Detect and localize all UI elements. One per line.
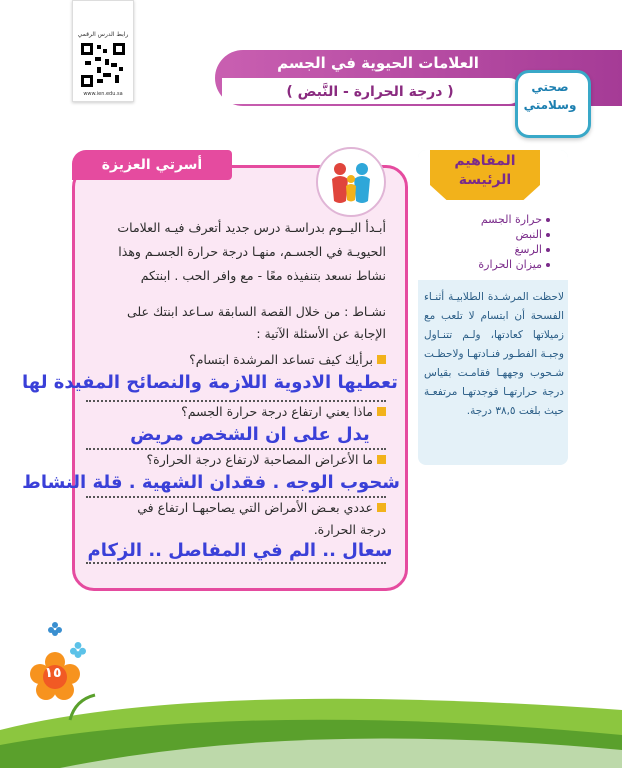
key-concept-item: الرسغ [440,243,550,257]
qr-code-card[interactable] [72,0,134,102]
question-2: ماذا يعني ارتفاع درجة حرارة الجسم؟ [181,402,386,422]
activity-line-2: الإجابة عن الأسئلة الآتية : [256,326,386,341]
question-4-cont: درجة الحرارة. [313,522,386,537]
answer-4-handwritten[interactable]: سعال .. الم في المفاصل .. الزكام [87,540,393,561]
bullet-square-icon [377,503,386,512]
question-3: ما الأعراض المصاحبة لارتفاع درجة الحرارة؟ [147,450,386,470]
unit-badge-line2: وسلامتي [523,98,577,112]
activity-line-1: نشـاط : من خلال القصة السابقة سـاعد ابنتك على [126,304,386,319]
intro-line-1: أبـدأ اليــوم بدراسـة درس جديد أتعرف فيـه العلامات [117,220,386,235]
qr-url: www.ien.edu.sa [83,91,123,97]
story-text: لاحظت المرشـدة الطلابيـة أثنـاء الفسحة أن ابتسام لا تلعب مع زميلاتها كعادتها، ولـم تتنـاول وجبـة الفطـور فنـادتهـا ولاحظـت شـحوب وجههـا فقامـت بقياس درجة حرارتهـا فوجدتهـا مرتفعـة حيث بلغت ٣٨,٥ درجة. [424,291,564,417]
bullet-square-icon [377,407,386,416]
key-concept-item: ميزان الحرارة [440,258,550,272]
unit-badge-line1: صحتي [531,80,569,94]
question-1: برأيك كيف تساعد المرشدة ابتسام؟ [189,350,386,370]
page-number: ١٥ [44,665,62,681]
small-flower-icon [48,622,62,636]
qr-code-icon [81,43,125,87]
intro-line-2: الحيويـة في الجسـم، منهـا درجة حرارة الجسـم وهذا [118,244,386,259]
intro-line-3: نشاط نسعد بتنفيذه معًا - مع وافر الحب . ابنتكم [140,268,386,283]
answer-2-handwritten[interactable]: يدل على ان الشخص مريض [130,424,370,445]
family-icon [316,147,386,217]
ground-decoration [0,680,622,768]
key-concept-item: حرارة الجسم [440,213,550,227]
answer-line [86,562,386,564]
key-concepts-title-2: الرئيسة [458,172,512,188]
answer-1-handwritten[interactable]: تعطيها الادوية اللازمة والنصائح المفيدة لها [22,372,398,393]
lesson-subtitle: ( درجة الحرارة - النَّبض ) [286,84,454,100]
answer-3-handwritten[interactable]: شحوب الوجه . فقدان الشهية . قلة النشاط [22,472,400,493]
question-4: عددي بعـض الأمراض التي يصاحبهـا ارتفاع في [137,498,386,518]
bullet-square-icon [377,455,386,464]
key-concept-item: النبض [440,228,550,242]
family-card-tab: أسرتي العزيزة [72,150,232,180]
qr-caption: رابط الدرس الرقمي [77,31,129,38]
bullet-square-icon [377,355,386,364]
lesson-title: العلامات الحيوية في الجسم [277,54,479,72]
key-concepts-title-1: المفاهيم [454,153,516,169]
